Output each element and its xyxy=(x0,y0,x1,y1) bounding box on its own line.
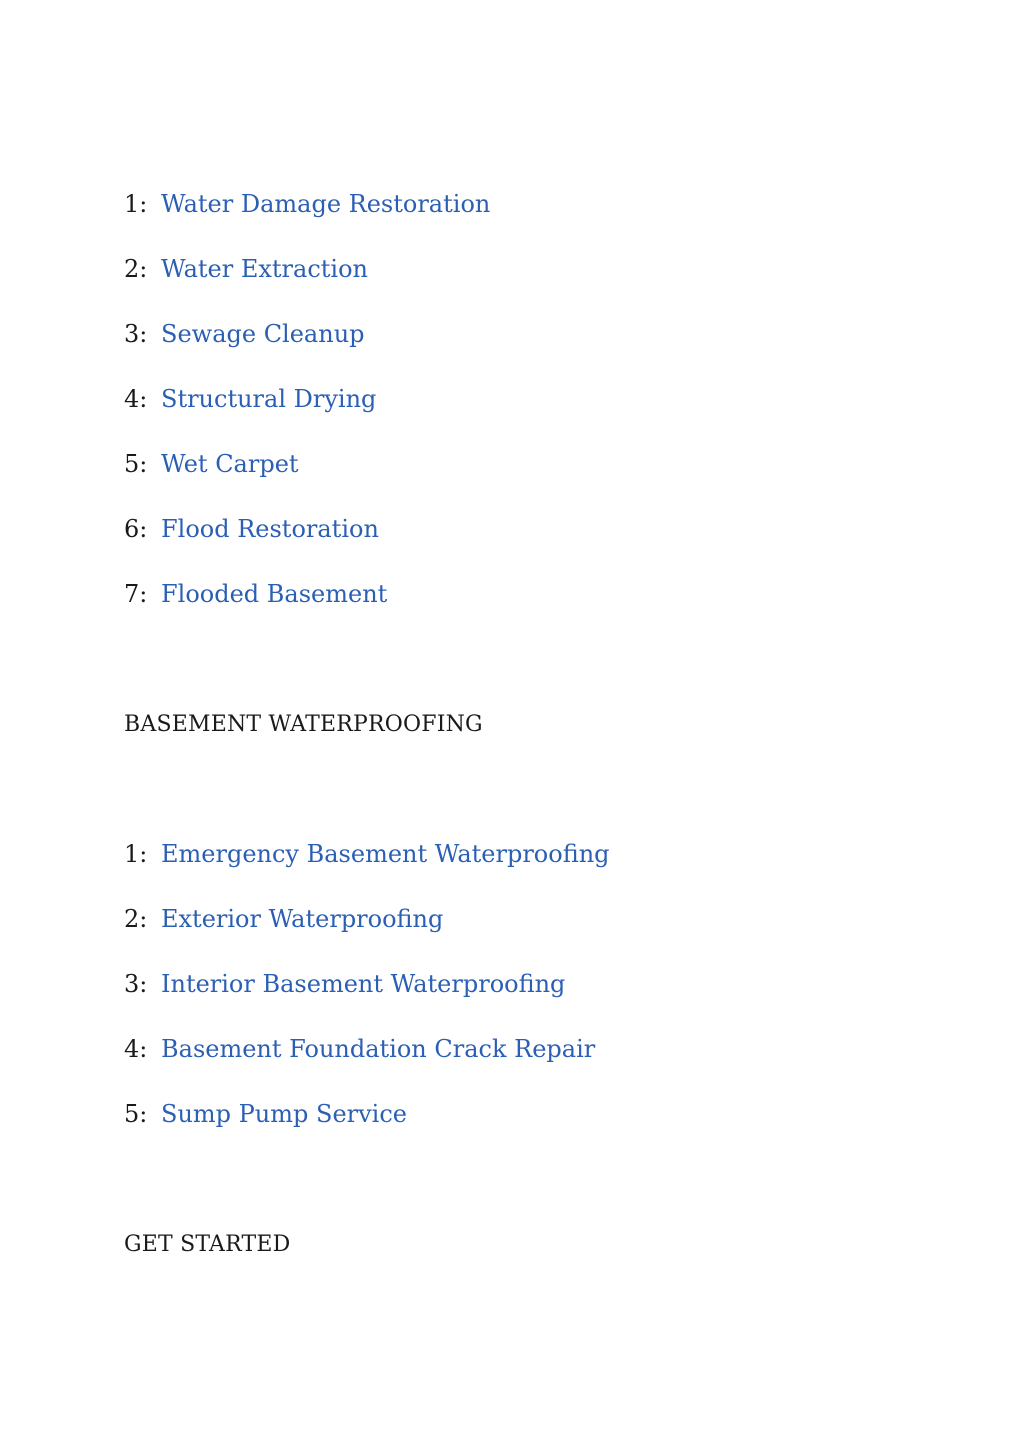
link-water-extraction[interactable]: Water Extraction xyxy=(161,255,368,283)
list-item-wet-carpet xyxy=(124,449,299,479)
list-number: 5: xyxy=(124,1100,148,1128)
link-structural-drying[interactable]: Structural Drying xyxy=(161,385,377,413)
list-item-water-damage-restoration xyxy=(124,189,490,219)
link-basement-foundation-crack-repair[interactable]: Basement Foundation Crack Repair xyxy=(161,1035,596,1063)
list-number: 7: xyxy=(124,580,148,608)
link-interior-basement-waterproofing[interactable]: Interior Basement Waterproofing xyxy=(161,970,566,998)
list-item-sewage-cleanup xyxy=(124,319,365,349)
link-flood-restoration[interactable]: Flood Restoration xyxy=(161,515,379,543)
list-number: 6: xyxy=(124,515,148,543)
list-number: 1: xyxy=(124,190,148,218)
link-sump-pump-service[interactable]: Sump Pump Service xyxy=(161,1100,407,1128)
list-item-water-extraction xyxy=(124,254,368,284)
list-item-emergency-basement-waterproofing xyxy=(124,839,610,869)
section-heading-get-started: GET STARTED xyxy=(124,1232,291,1257)
link-wet-carpet[interactable]: Wet Carpet xyxy=(161,450,299,478)
list-item-flooded-basement xyxy=(124,579,387,609)
list-item-structural-drying xyxy=(124,384,376,414)
list-number: 2: xyxy=(124,905,148,933)
list-item-sump-pump-service xyxy=(124,1099,407,1129)
link-exterior-waterproofing[interactable]: Exterior Waterproofing xyxy=(161,905,444,933)
list-number: 5: xyxy=(124,450,148,478)
list-item-exterior-waterproofing xyxy=(124,904,443,934)
list-number: 1: xyxy=(124,840,148,868)
list-number: 2: xyxy=(124,255,148,283)
list-number: 3: xyxy=(124,320,148,348)
list-item-flood-restoration xyxy=(124,514,379,544)
link-flooded-basement[interactable]: Flooded Basement xyxy=(161,580,388,608)
list-number: 4: xyxy=(124,385,148,413)
section-heading-basement-waterproofing: BASEMENT WATERPROOFING xyxy=(124,712,483,737)
list-item-basement-foundation-crack-repair xyxy=(124,1034,595,1064)
list-item-interior-basement-waterproofing xyxy=(124,969,565,999)
link-sewage-cleanup[interactable]: Sewage Cleanup xyxy=(161,320,365,348)
link-emergency-basement-waterproofing[interactable]: Emergency Basement Waterproofing xyxy=(161,840,610,868)
list-number: 3: xyxy=(124,970,148,998)
list-number: 4: xyxy=(124,1035,148,1063)
link-water-damage-restoration[interactable]: Water Damage Restoration xyxy=(161,190,491,218)
